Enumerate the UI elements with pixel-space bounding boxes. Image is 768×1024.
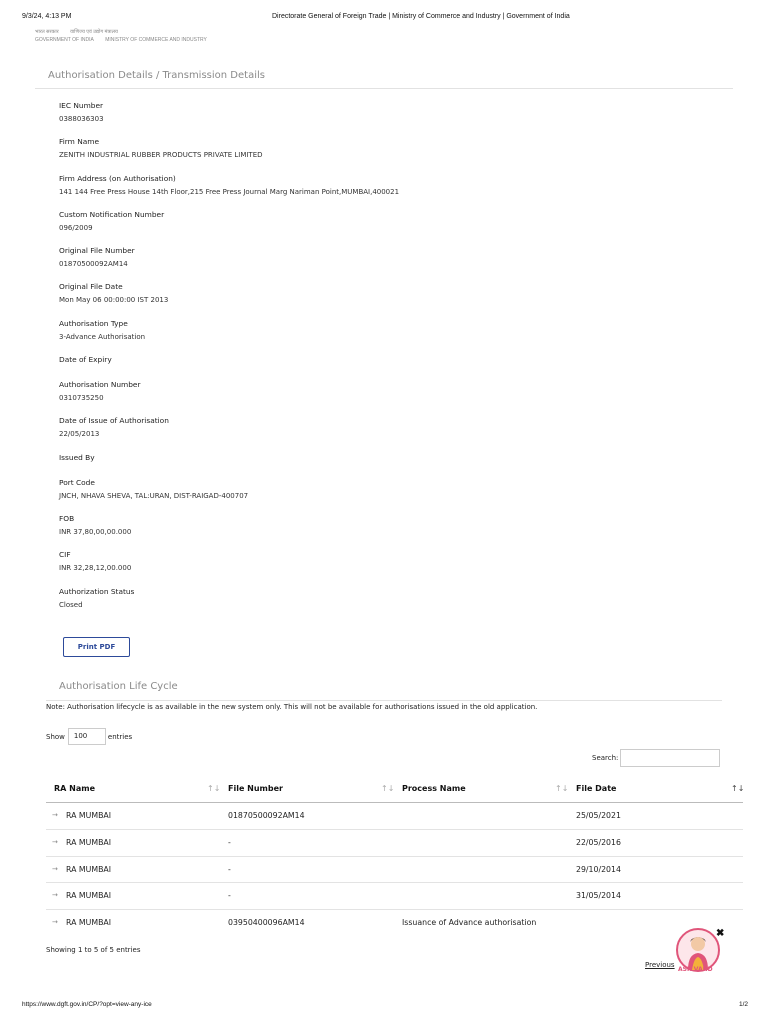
cell-file-date: 22/05/2016 <box>576 837 621 847</box>
print-datetime: 9/3/24, 4:13 PM <box>22 13 72 20</box>
field-value: 141 144 Free Press House 14th Floor,215 Free Press Journal Marg Nariman Point,MUMBAI,400021 <box>59 187 400 196</box>
field-label: Firm Address (on Authorisation) <box>59 173 176 183</box>
field-authorization-status <box>59 586 659 622</box>
ministry-english-text: MINISTRY OF COMMERCE AND INDUSTRY <box>105 37 207 43</box>
page-length-control <box>46 728 132 745</box>
cell-file-number: 01870500092AM14 <box>228 811 305 820</box>
lifecycle-table <box>46 775 743 937</box>
field-label: Issued By <box>59 452 95 462</box>
field-port-code <box>59 477 659 513</box>
cell-file-number: - <box>228 891 231 901</box>
print-page-title: Directorate General of Foreign Trade | Ministry of Commerce and Industry | Government of India <box>272 13 570 20</box>
expand-row-icon[interactable]: → <box>52 837 58 846</box>
column-header-ra-name[interactable]: RA Name <box>54 784 95 793</box>
field-firm-address <box>59 173 659 209</box>
sort-icon[interactable]: ↑↓ <box>207 784 221 793</box>
table-row[interactable] <box>46 830 743 857</box>
entries-label: entries <box>107 732 133 741</box>
ask-vahd-label[interactable]: ASK VAHD <box>678 966 713 973</box>
show-label: Show <box>46 732 65 741</box>
expand-row-icon[interactable]: → <box>52 864 58 873</box>
ministry-hindi-text: वाणिज्य एवं उद्योग मंत्रालय <box>70 29 118 35</box>
expand-row-icon[interactable]: → <box>52 811 58 819</box>
field-label: Authorization Status <box>59 586 135 596</box>
cell-file-number: - <box>228 837 231 847</box>
field-value: INR 37,80,00,00.000 <box>59 527 132 536</box>
sort-icon[interactable]: ↑↓ <box>555 784 569 793</box>
close-icon[interactable]: ✖ <box>716 928 725 939</box>
sort-desc-icon[interactable]: ↑↓ <box>731 784 745 793</box>
field-value: Mon May 06 00:00:00 IST 2013 <box>59 296 169 305</box>
government-logo-block <box>35 28 217 44</box>
field-label: Authorisation Number <box>59 380 141 390</box>
field-original-file-date <box>59 281 659 317</box>
field-value: Closed <box>59 600 83 609</box>
cell-file-number: 03950400096AM14 <box>228 918 305 928</box>
expand-row-icon[interactable]: → <box>52 891 58 900</box>
field-date-of-issue <box>59 415 659 451</box>
previous-page-link[interactable]: Previous <box>645 961 675 969</box>
table-search <box>592 749 720 767</box>
gov-english-text: GOVERNMENT OF INDIA <box>35 37 94 43</box>
field-label: Port Code <box>59 477 95 487</box>
search-input[interactable] <box>620 749 720 767</box>
field-value: JNCH, NHAVA SHEVA, TAL:URAN, DIST-RAIGAD-400707 <box>59 491 249 500</box>
cell-file-date: 29/10/2014 <box>576 864 621 874</box>
field-value: 3-Advance Authorisation <box>59 332 146 341</box>
field-value: 0388036303 <box>59 115 104 123</box>
search-label: Search: <box>592 754 619 762</box>
field-cif <box>59 549 659 585</box>
gov-hindi-text: भारत सरकार <box>35 29 59 35</box>
entries-select[interactable]: 100 <box>68 728 106 745</box>
cell-ra-name: RA MUMBAI <box>66 811 112 820</box>
cell-ra-name: RA MUMBAI <box>66 837 112 847</box>
cell-ra-name: RA MUMBAI <box>66 891 112 901</box>
field-label: IEC Number <box>59 101 104 110</box>
table-header <box>46 775 743 803</box>
field-label: Original File Date <box>59 282 123 292</box>
field-label: Custom Notification Number <box>59 209 165 219</box>
field-authorisation-type <box>59 318 659 354</box>
field-label: Firm Name <box>59 137 100 147</box>
field-value: 01870500092AM14 <box>59 260 128 269</box>
field-label: Date of Issue of Authorisation <box>59 416 169 426</box>
field-label: Authorisation Type <box>59 318 128 328</box>
table-row[interactable] <box>46 803 743 830</box>
field-label: FOB <box>59 513 75 523</box>
field-label: Date of Expiry <box>59 355 112 365</box>
section-title: Authorisation Details / Transmission Details <box>48 70 265 81</box>
lifecycle-divider <box>46 700 722 701</box>
field-label: Original File Number <box>59 246 135 256</box>
column-header-file-number[interactable]: File Number <box>228 784 283 793</box>
table-row[interactable] <box>46 857 743 884</box>
field-value: 0310735250 <box>59 394 104 403</box>
field-date-of-expiry <box>59 354 659 379</box>
field-value: ZENITH INDUSTRIAL RUBBER PRODUCTS PRIVATE LIMITED <box>59 151 263 160</box>
authorisation-details <box>59 100 659 622</box>
print-pdf-button[interactable]: Print PDF <box>63 637 130 657</box>
field-original-file-number <box>59 245 659 281</box>
field-custom-notification-number <box>59 209 659 245</box>
field-fob <box>59 513 659 549</box>
cell-file-date: 31/05/2014 <box>576 891 621 901</box>
lifecycle-title: Authorisation Life Cycle <box>59 681 178 692</box>
lifecycle-note: Note: Authorisation lifecycle is as available in the new system only. This will not be available for authorisations issued in the old application. <box>46 703 538 711</box>
field-authorisation-number <box>59 379 659 415</box>
expand-row-icon[interactable]: → <box>52 918 58 927</box>
column-header-process-name[interactable]: Process Name <box>402 784 466 793</box>
field-firm-name <box>59 136 659 172</box>
section-divider <box>35 88 733 89</box>
cell-process-name: Issuance of Advance authorisation <box>402 918 537 928</box>
ask-vahd-widget[interactable] <box>676 928 724 976</box>
field-value: INR 32,28,12,00.000 <box>59 564 132 573</box>
print-page-number: 1/2 <box>738 1001 748 1008</box>
cell-ra-name: RA MUMBAI <box>66 864 112 874</box>
sort-icon[interactable]: ↑↓ <box>381 784 395 793</box>
field-value: 096/2009 <box>59 223 93 232</box>
field-issued-by <box>59 452 659 477</box>
table-row[interactable] <box>46 883 743 910</box>
cell-file-number: - <box>228 864 231 874</box>
table-info: Showing 1 to 5 of 5 entries <box>46 946 141 954</box>
field-value: 22/05/2013 <box>59 430 100 439</box>
print-header <box>22 13 752 25</box>
column-header-file-date[interactable]: File Date <box>576 784 617 793</box>
table-row[interactable] <box>46 910 743 937</box>
field-iec-number <box>59 100 659 136</box>
cell-file-date: 25/05/2021 <box>576 811 621 820</box>
field-label: CIF <box>59 550 71 560</box>
print-url: https://www.dgft.gov.in/CP/?opt=view-any-ice <box>22 1001 152 1008</box>
cell-ra-name: RA MUMBAI <box>66 918 112 928</box>
